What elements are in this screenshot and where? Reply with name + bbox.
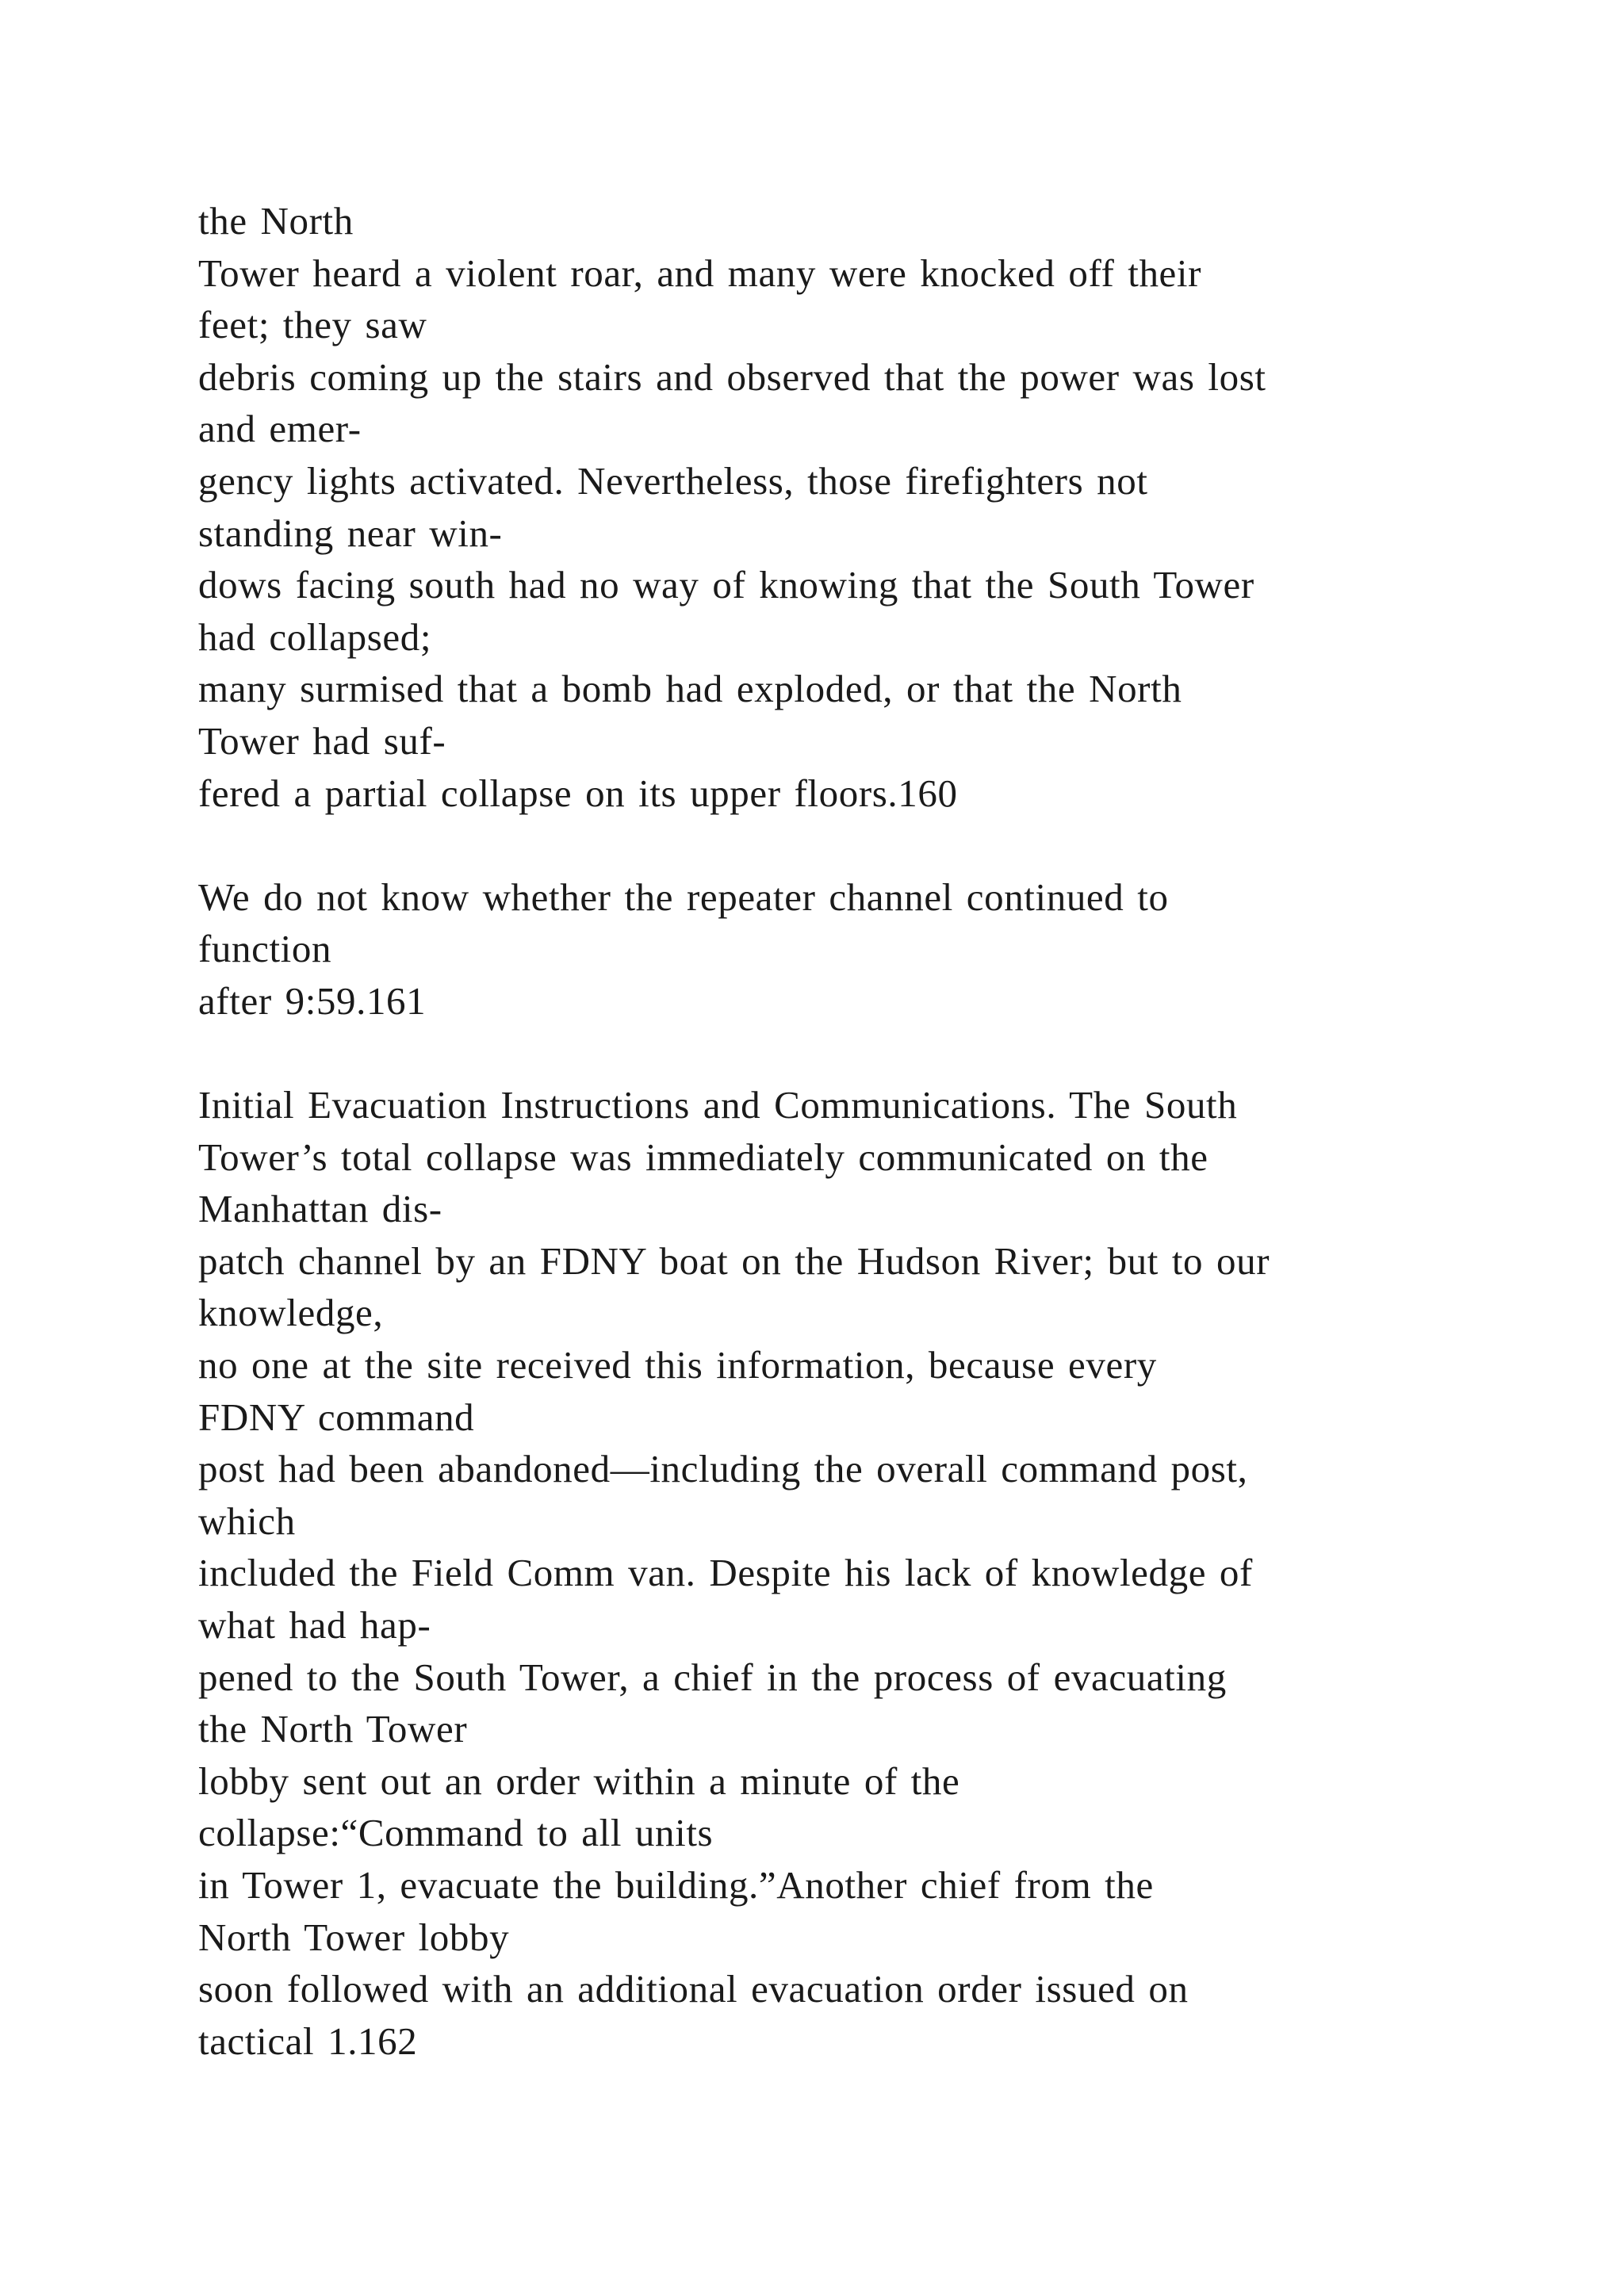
text-line: post had been abandoned—including the overall command post, [198,1447,1248,1491]
text-line: pened to the South Tower, a chief in the process of evacuating [198,1655,1227,1699]
text-line: no one at the site received this information, because every [198,1343,1157,1387]
text-line: which [198,1498,296,1543]
text-line: the North [198,199,354,243]
text-line: patch channel by an FDNY boat on the Hudson River; but to our [198,1238,1270,1283]
text-line: what had hap- [198,1603,431,1647]
text-line: after 9:59.161 [198,978,427,1023]
text-line: collapse:“Command to all units [198,1811,714,1855]
text-line: gency lights activated. Nevertheless, those firefighters not [198,458,1148,503]
text-line: function [198,927,332,971]
paragraph-2 [198,871,1515,1027]
document-body [198,195,1515,2067]
text-line: dows facing south had no way of knowing that the South Tower [198,563,1254,607]
text-line: included the Field Comm van. Despite his lack of knowledge of [198,1551,1253,1595]
text-line: standing near win- [198,511,503,555]
text-line: North Tower lobby [198,1915,510,1959]
paragraph-3 [198,1079,1515,2067]
text-line: debris coming up the stairs and observed that the power was lost [198,354,1266,399]
text-line: fered a partial collapse on its upper floors.160 [198,771,958,815]
text-line: in Tower 1, evacuate the building.”Another chief from the [198,1863,1154,1907]
text-line: had collapsed; [198,614,432,659]
text-line: tactical 1.162 [198,2019,418,2063]
text-line: soon followed with an additional evacuation order issued on [198,1967,1189,2011]
text-line: We do not know whether the repeater channel continued to [198,874,1169,919]
text-line: many surmised that a bomb had exploded, or that the North [198,667,1182,711]
paragraph-gap [198,819,1515,871]
text-line: feet; they saw [198,303,427,347]
text-line: Initial Evacuation Instructions and Communications. The South [198,1083,1238,1127]
text-line: Tower had suf- [198,718,446,763]
text-line: FDNY command [198,1395,475,1439]
paragraph-1 [198,195,1515,819]
text-line: lobby sent out an order within a minute of the [198,1758,960,1803]
text-line: the North Tower [198,1707,468,1751]
text-line: Manhattan dis- [198,1187,442,1231]
paragraph-gap [198,1027,1515,1080]
text-line: Tower’s total collapse was immediately communicated on the [198,1135,1208,1179]
text-line: and emer- [198,407,362,451]
text-line: knowledge, [198,1291,384,1335]
text-line: Tower heard a violent roar, and many were knocked off their [198,251,1202,295]
